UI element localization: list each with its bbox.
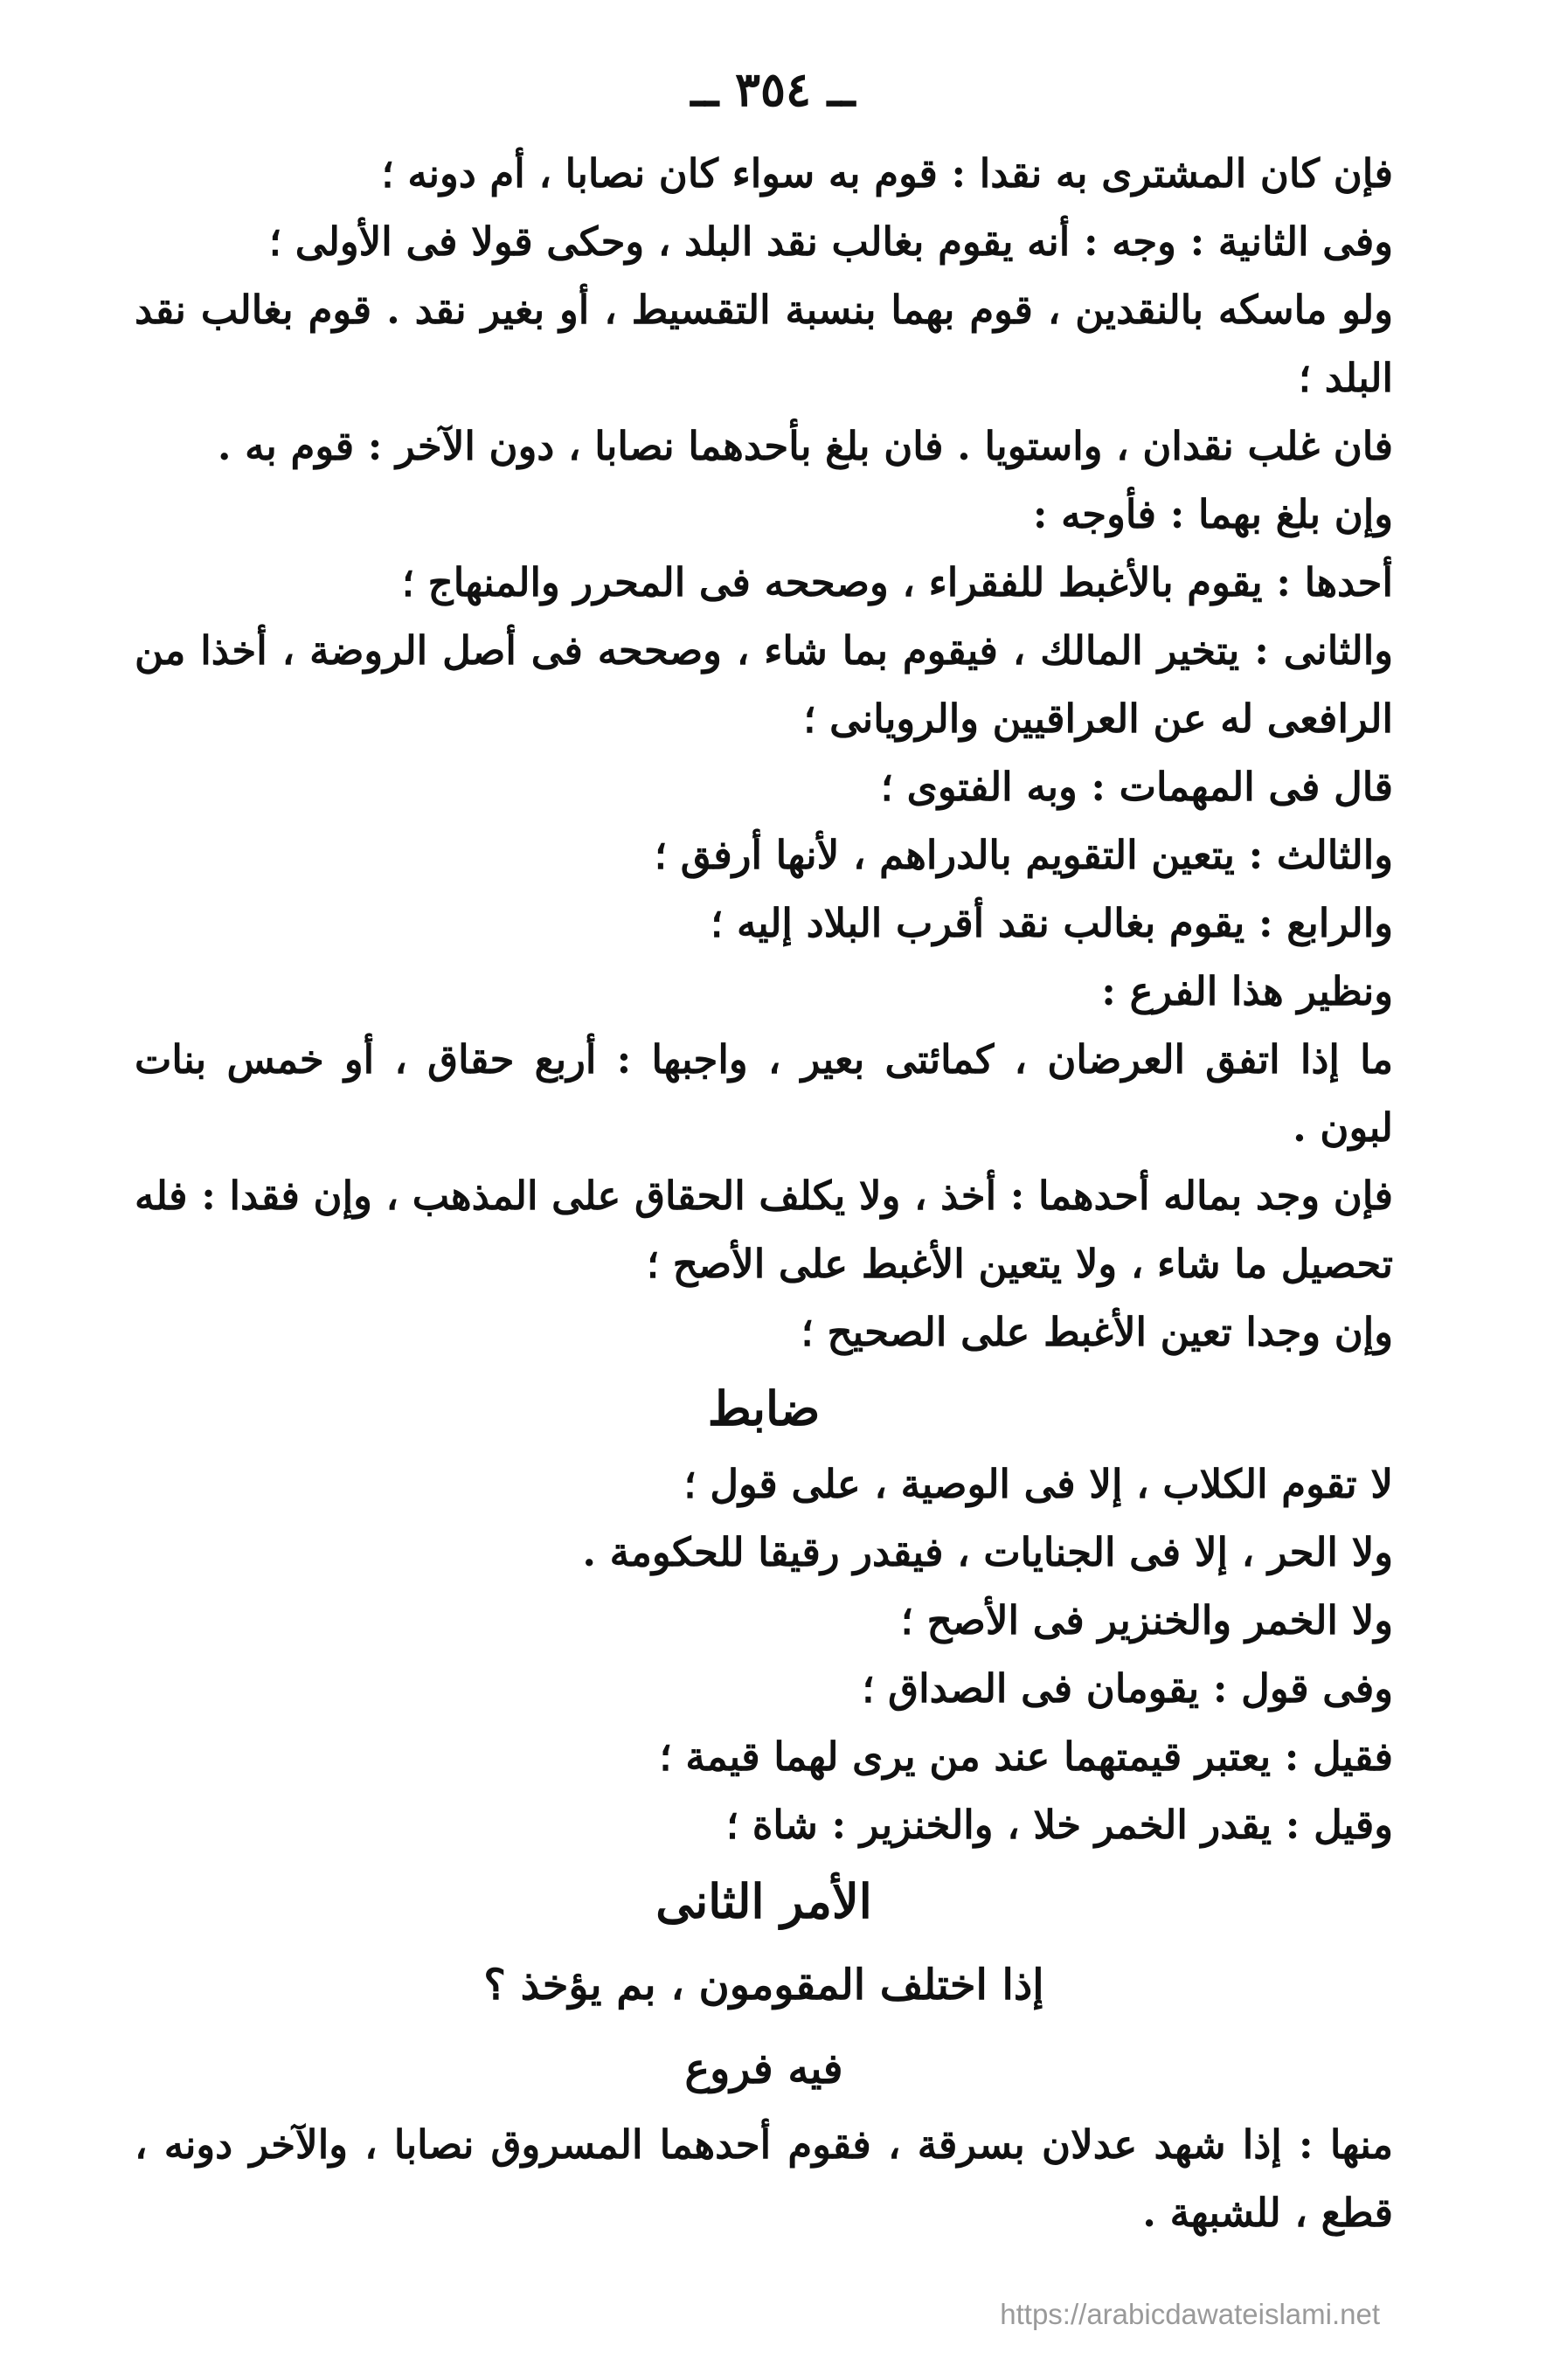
text-line: لبون . [1293,1104,1393,1151]
text-line: ونظير هذا الفرع : [1101,968,1393,1014]
text-line: وفى الثانية : وجه : أنه يقوم بغالب نقد البلد ، وحكى قولا فى الأولى ؛ [268,218,1393,265]
text-line: والرابع : يقوم بغالب نقد أقرب البلاد إليه ؛ [711,900,1393,946]
text-line: فقيل : يعتبر قيمتهما عند من يرى لهما قيمة ؛ [659,1733,1393,1780]
text-line: قطع ، للشبهة . [1142,2190,1393,2236]
text-line: والثانى : يتخير المالك ، فيقوم بما شاء ، وصححه فى أصل الروضة ، أخذا من [135,627,1393,674]
source-watermark: https://arabicdawateislami.net [1000,2298,1380,2330]
text-line: وإن بلغ بهما : فأوجه : [1032,491,1393,537]
text-line: ولا الخمر والخنزير فى الأصح ؛ [900,1597,1393,1643]
text-line: فإن كان المشترى به نقدا : قوم به سواء كان نصابا ، أم دونه ؛ [381,150,1393,197]
section-subheading-question: إذا اختلف المقومون ، بم يؤخذ ؟ [483,1961,1044,2010]
text-line: لا تقوم الكلاب ، إلا فى الوصية ، على قول ؛ [683,1461,1393,1507]
section-heading-second-matter: الأمر الثانى [655,1873,872,1929]
text-line: قال فى المهمات : وبه الفتوى ؛ [880,764,1393,810]
text-line: والثالث : يتعين التقويم بالدراهم ، لأنها أرفق ؛ [654,832,1393,878]
text-line: وفى قول : يقومان فى الصداق ؛ [862,1665,1393,1712]
text-line: ولا الحر ، إلا فى الجنايات ، فيقدر رقيقا للحكومة . [582,1529,1393,1575]
text-line: ولو ماسكه بالنقدين ، قوم بهما بنسبة التقسيط ، أو بغير نقد . قوم بغالب نقد [135,287,1393,333]
text-line: تحصيل ما شاء ، ولا يتعين الأغبط على الأصح ؛ [646,1241,1393,1287]
text-line: فان غلب نقدان ، واستويا . فان بلغ بأحدهما نصابا ، دون الآخر : قوم به . [217,423,1393,469]
text-line: أحدها : يقوم بالأغبط للفقراء ، وصححه فى المحرر والمنهاج ؛ [401,559,1393,605]
text-line: منها : إذا شهد عدلان بسرقة ، فقوم أحدهما المسروق نصابا ، والآخر دونه ، [135,2121,1393,2168]
section-subheading-branches: فيه فروع [684,2044,843,2093]
page-number: ــ ٣٥٤ ــ [690,61,856,117]
text-line: البلد ؛ [1298,355,1393,401]
text-line: وقيل : يقدر الخمر خلا ، والخنزير : شاة ؛ [725,1802,1393,1848]
text-body [135,140,1393,2247]
text-line: وإن وجدا تعين الأغبط على الصحيح ؛ [801,1309,1393,1355]
text-line: الرافعى له عن العراقيين والرويانى ؛ [803,695,1393,742]
section-heading-dabit: ضابط [707,1380,821,1436]
text-line: فإن وجد بماله أحدهما : أخذ ، ولا يكلف الحقاق على المذهب ، وإن فقدا : فله [135,1173,1393,1219]
text-line: ما إذا اتفق العرضان ، كمائتى بعير ، واجبها : أربع حقاق ، أو خمس بنات [135,1036,1393,1083]
